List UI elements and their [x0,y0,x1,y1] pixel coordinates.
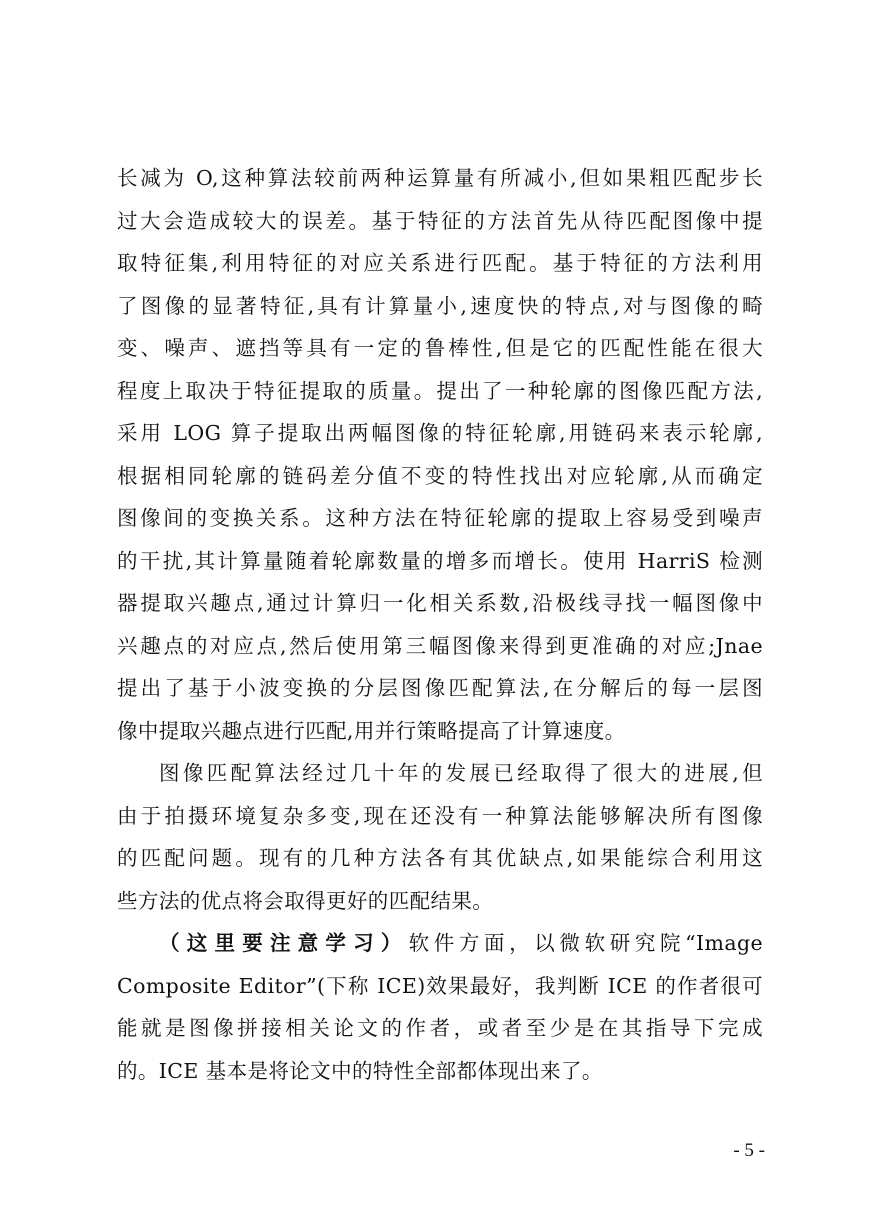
paragraph-1 [117,157,763,752]
text-span: 软件方面，以微软研究院“Image [408,931,764,955]
text-line: 的干扰,其计算量随着轮廓数量的增多而增长。使用 HarriS 检测 [117,548,763,573]
text-line: 的。ICE 基本是将论文中的特性全部都体现出来了。 [117,1058,603,1083]
text-line: 些方法的优点将会取得更好的匹配结果。 [117,888,494,913]
text-line: 像中提取兴趣点进行匹配,用并行策略提高了计算速度。 [117,718,626,743]
text-line: 提出了基于小波变换的分层图像匹配算法,在分解后的每一层图 [117,676,763,700]
text-line: 变、噪声、遮挡等具有一定的鲁棒性,但是它的匹配性能在很大 [117,336,763,360]
text-line: 的匹配问题。现有的几种方法各有其优缺点,如果能综合利用这 [117,846,763,870]
text-line: 兴趣点的对应点,然后使用第三幅图像来得到更准确的对应;Jnae [117,633,763,658]
text-line: Composite Editor”(下称 ICE)效果最好，我判断 ICE 的作者很可 [117,973,763,998]
text-line: 器提取兴趣点,通过计算归一化相关系数,沿极线寻找一幅图像中 [117,591,763,615]
body-text [117,157,763,1092]
text-line: 根据相同轮廓的链码差分值不变的特性找出对应轮廓,从而确定 [117,463,763,488]
text-line: 过大会造成较大的误差。基于特征的方法首先从待匹配图像中提 [117,208,763,233]
text-line: 程度上取决于特征提取的质量。提出了一种轮廓的图像匹配方法, [117,378,763,403]
text-line: 图像间的变换关系。这种方法在特征轮廓的提取上容易受到噪声 [117,506,763,530]
text-line: 取特征集,利用特征的对应关系进行匹配。基于特征的方法利用 [117,251,763,275]
text-line: 图像匹配算法经过几十年的发展已经取得了很大的进展,但 [159,761,763,785]
text-line: 采用 LOG 算子提取出两幅图像的特征轮廓,用链码来表示轮廓, [117,421,763,445]
text-line: 由于拍摄环境复杂多变,现在还没有一种算法能够解决所有图像 [117,803,763,828]
text-line: 能就是图像拼接相关论文的作者，或者至少是在其指导下完成 [117,1016,763,1040]
emphasis-note: （这里要注意学习） [159,931,409,955]
text-line: 长减为 O,这种算法较前两种运算量有所减小,但如果粗匹配步长 [117,166,763,190]
text-line [117,922,763,965]
page-number: - 5 - [733,1140,765,1161]
paragraph-3 [117,922,763,1092]
paragraph-2 [117,752,763,922]
text-line: 了图像的显著特征,具有计算量小,速度快的特点,对与图像的畸 [117,293,763,318]
